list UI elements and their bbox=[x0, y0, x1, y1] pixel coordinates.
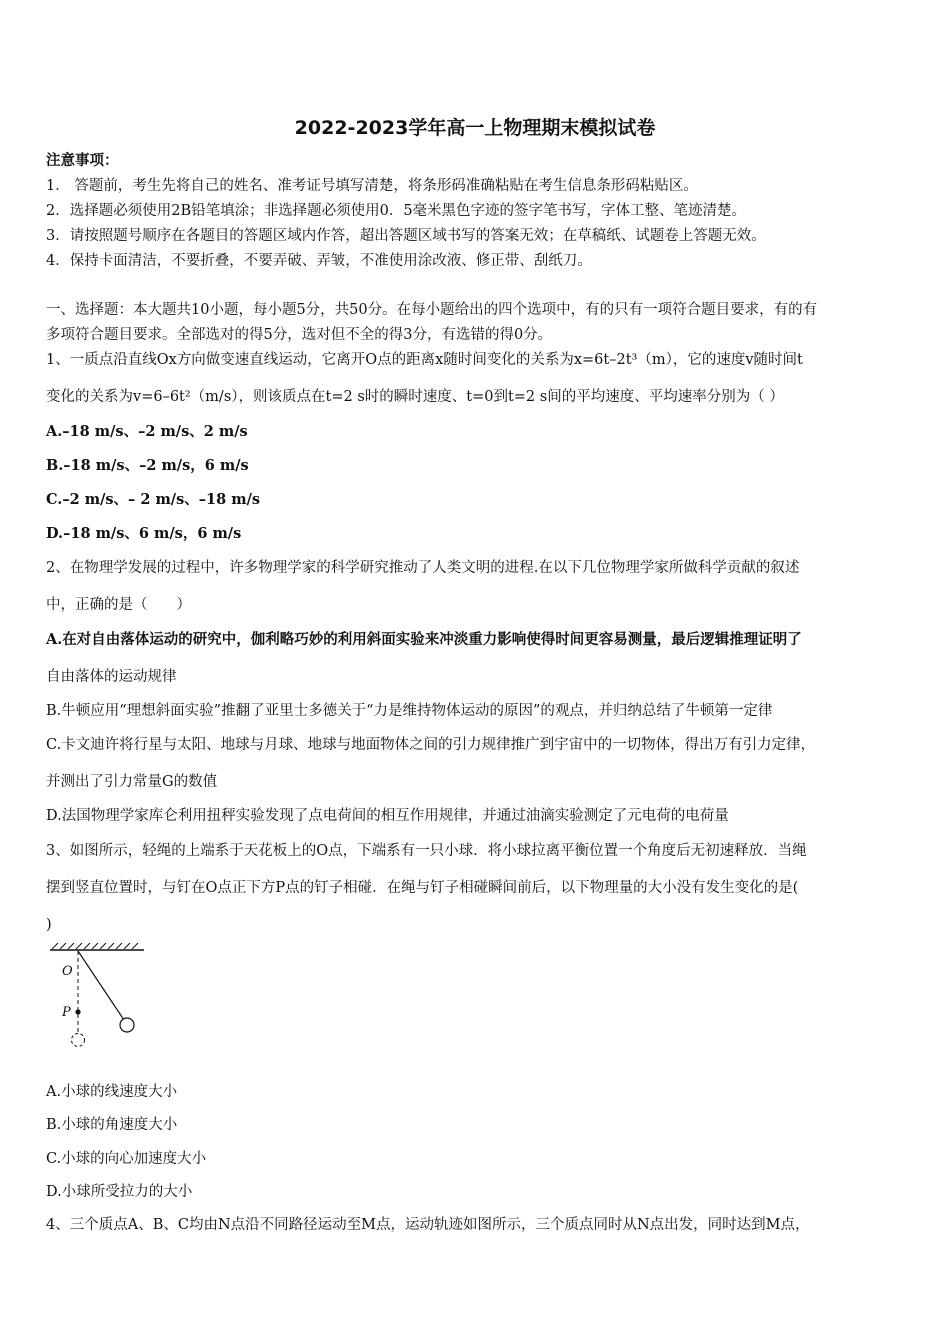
dashed-ball-circle bbox=[72, 1034, 85, 1047]
notice-item-4: 4．保持卡面清洁，不要折叠，不要弄破、弄皱，不准使用涂改液、修正带、刮纸刀。 bbox=[46, 253, 592, 269]
q4-stem-line1: 4、三个质点A、B、C均由N点沿不同路径运动至M点，运动轨迹如图所示，三个质点同时从N点出发，同时达到M点， bbox=[46, 1217, 810, 1233]
q3-option-b: B.小球的角速度大小 bbox=[46, 1117, 178, 1133]
q2-stem-line2: 中，正确的是（ ） bbox=[46, 597, 191, 613]
q1-stem-line2: 变化的关系为v=6–6t²（m/s），则该质点在t=2 s时的瞬时速度、t=0到t=2 s间的平均速度、平均速率分别为（ ） bbox=[46, 389, 784, 405]
notice-item-2: 2．选择题必须使用2B铅笔填涂；非选择题必须使用0．5毫米黑色字迹的签字笔书写，字体工整、笔迹清楚。 bbox=[46, 203, 747, 219]
ball-circle bbox=[120, 1018, 134, 1032]
q3-stem-line1: 3、如图所示，轻绳的上端系于天花板上的O点，下端系有一只小球．将小球拉离平衡位置一个角度后无初速释放．当绳 bbox=[46, 843, 807, 859]
q3-option-d: D.小球所受拉力的大小 bbox=[46, 1184, 193, 1200]
q1-stem-line1: 1、一质点沿直线Ox方向做变速直线运动，它离开O点的距离x随时间变化的关系为x=6t–2t³（m），它的速度v随时间t bbox=[46, 352, 803, 368]
q2-option-c-line2: 并测出了引力常量G的数值 bbox=[46, 774, 218, 790]
q2-option-b: B.牛顿应用“理想斜面实验”推翻了亚里士多德关于“力是维持物体运动的原因”的观点，并归纳总结了牛顿第一定律 bbox=[46, 703, 773, 719]
ceiling-hatching bbox=[52, 943, 138, 949]
q1-option-d: D.–18 m/s、6 m/s，6 m/s bbox=[46, 525, 242, 542]
section-instructions-line2: 多项符合题目要求。全部选对的得5分，选对但不全的得3分，有选错的得0分。 bbox=[46, 327, 553, 343]
page-title: 2022-2023学年高一上物理期末模拟试卷 bbox=[294, 117, 656, 139]
q3-stem-line2: 摆到竖直位置时，与钉在O点正下方P点的钉子相碰．在绳与钉子相碰瞬间前后，以下物理量的大小没有发生变化的是( bbox=[46, 880, 799, 896]
q3-stem-line3: ) bbox=[46, 917, 52, 933]
q3-option-a: A.小球的线速度大小 bbox=[46, 1084, 178, 1100]
notice-heading: 注意事项： bbox=[46, 152, 119, 169]
q3-option-c: C.小球的向心加速度大小 bbox=[46, 1151, 207, 1167]
label-o: O bbox=[62, 964, 73, 979]
q2-option-d: D.法国物理学家库仑利用扭秤实验发现了点电荷间的相互作用规律，并通过油滴实验测定了元电荷的电荷量 bbox=[46, 808, 729, 824]
q1-option-a: A.–18 m/s、–2 m/s、2 m/s bbox=[46, 423, 248, 440]
q1-option-c: C.–2 m/s、– 2 m/s、–18 m/s bbox=[46, 491, 261, 508]
section-instructions-line1: 一、选择题：本大题共10小题，每小题5分，共50分。在每小题给出的四个选项中，有的只有一项符合题目要求，有的有 bbox=[46, 302, 818, 318]
pendulum-figure bbox=[44, 940, 154, 1052]
rope-line bbox=[78, 951, 124, 1020]
nail-point bbox=[75, 1009, 80, 1014]
q2-option-a-line1: A.在对自由落体运动的研究中，伽利略巧妙的利用斜面实验来冲淡重力影响使得时间更容易测量，最后逻辑推理证明了 bbox=[46, 631, 802, 648]
q2-stem-line1: 2、在物理学发展的过程中，许多物理学家的科学研究推动了人类文明的进程.在以下几位物理学家所做科学贡献的叙述 bbox=[46, 560, 800, 576]
notice-item-1: 1． 答题前，考生先将自己的姓名、准考证号填写清楚，将条形码准确粘贴在考生信息条形码粘贴区。 bbox=[46, 178, 698, 194]
q1-option-b: B.–18 m/s、–2 m/s，6 m/s bbox=[46, 457, 249, 474]
notice-item-3: 3．请按照题号顺序在各题目的答题区域内作答，超出答题区域书写的答案无效；在草稿纸、试题卷上答题无效。 bbox=[46, 228, 766, 244]
q2-option-c-line1: C.卡文迪许将行星与太阳、地球与月球、地球与地面物体之间的引力规律推广到宇宙中的一切物体，得出万有引力定律， bbox=[46, 737, 816, 753]
q2-option-a-line2: 自由落体的运动规律 bbox=[46, 669, 177, 685]
label-p: P bbox=[62, 1005, 71, 1020]
